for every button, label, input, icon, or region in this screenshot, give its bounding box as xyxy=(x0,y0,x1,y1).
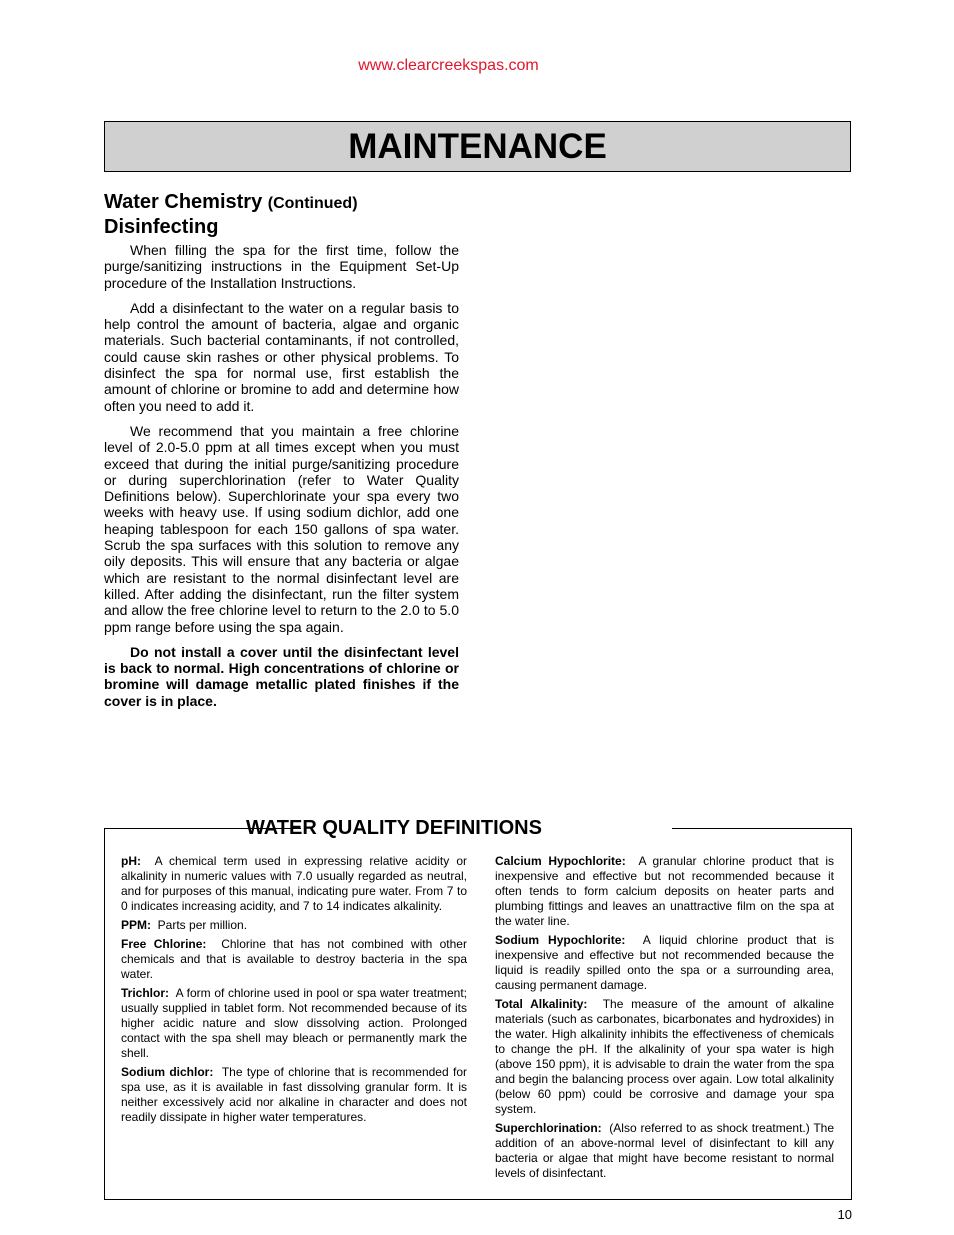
section-heading-suffix: (Continued) xyxy=(267,195,358,212)
definition-term: Trichlor: xyxy=(121,986,170,1000)
page-number: 10 xyxy=(837,1207,852,1222)
definition-term: Sodium dichlor: xyxy=(121,1065,214,1079)
definition-term: Total Alkalinity: xyxy=(495,997,588,1011)
definition-trichlor xyxy=(121,986,467,1061)
definition-sodium-dichlor xyxy=(121,1065,467,1125)
definition-term: Calcium Hypochlorite: xyxy=(495,854,626,868)
disinfecting-body xyxy=(104,242,459,718)
definition-term: Sodium Hypochlorite: xyxy=(495,933,626,947)
definition-term: Superchlorination: xyxy=(495,1121,602,1135)
definition-text: A chemical term used in expressing relative acidity or alkalinity in numeric values with 7.0 usually regarded as neutral, and for purposes of this manual, indicating pure water. From 7 to 0 indicates increasing acidity, and 7 to 14 indicates alkalinity. xyxy=(121,854,467,913)
section-heading xyxy=(104,190,464,216)
section-subheading: Disinfecting xyxy=(104,216,219,238)
website-url[interactable]: www.clearcreekspas.com xyxy=(358,57,539,74)
definition-text: A liquid chlorine product that is inexpensive and effective but not recommended because the liquid is readily spilled onto the spa or a surrounding area, causing permanent damage. xyxy=(495,933,835,992)
definition-term: PPM: xyxy=(121,918,151,932)
body-paragraph: We recommend that you maintain a free chlorine level of 2.0-5.0 ppm at all times except when you must exceed that during the initial purge/sanitizing procedure or during superchlorination (refer to Water Quality Definitions below). Superchlorinate your spa every two weeks with heavy use. If using sodium dichlor, add one heaping tablespoon for each 150 gallons of spa water. Scrub the spa surfaces with this solution to remove any oily deposits. This will ensure that any bacteria or algae which are resistant to the normal disinfectant level are killed. After adding the disinfectant, run the filter system and allow the free chlorine level to return to the 2.0 to 5.0 ppm range before using the spa again. xyxy=(104,422,459,635)
definition-term: pH: xyxy=(121,854,141,868)
definition-text: (Also referred to as shock treatment.) The addition of an above-normal level of disinfectant to kill any bacteria or algae that might have become resistant to normal levels of disinfectant. xyxy=(495,1121,835,1180)
definition-calcium-hypochlorite xyxy=(495,854,834,929)
definition-free-chlorine xyxy=(121,937,467,982)
definition-text: The measure of the amount of alkaline materials (such as carbonates, bicarbonates and hydroxides) in the water. High alkalinity inhibits the effectiveness of chemicals to change the pH. If the alkalinity of your spa water is high (above 150 ppm), it is advisable to drain the water from the spa and begin the balancing process over again. Low total alkalinity (below 60 ppm) could be corrosive and damage your spa system. xyxy=(495,997,834,1116)
body-paragraph: Add a disinfectant to the water on a regular basis to help control the amount of bacteria, algae and organic materials. Such bacterial contaminants, if not controlled, could cause skin rashes or other physical problems. To disinfect the spa for normal use, first establish the amount of chlorine or bromine to add and determine how often you need to add it. xyxy=(104,299,459,414)
definition-ppm xyxy=(121,918,467,933)
cover-warning: Do not install a cover until the disinfectant level is back to normal. High concentrations of chlorine or bromine will damage metallic plated finishes if the cover is in place. xyxy=(104,643,459,709)
definitions-title: WATER QUALITY DEFINITIONS xyxy=(246,817,542,839)
definition-term: Free Chlorine: xyxy=(121,937,207,951)
page-title: MAINTENANCE xyxy=(348,126,607,166)
definitions-column-left xyxy=(121,854,467,1129)
definitions-column-right xyxy=(495,854,834,1185)
definition-text: Parts per million. xyxy=(157,918,248,932)
definition-total-alkalinity xyxy=(495,997,834,1117)
section-heading-text: Water Chemistry xyxy=(104,191,263,213)
definition-text: A granular chlorine product that is inexpensive and effective but not recommended because it often tends to form calcium deposits on heater parts and plumbing fittings and leaves an unattractive film on the spa at the water line. xyxy=(495,854,834,928)
page-title-banner xyxy=(104,121,851,172)
definitions-box-top-rule-right xyxy=(672,828,851,829)
definition-superchlorination xyxy=(495,1121,834,1181)
definition-text: Chlorine that has not combined with other chemicals and that is available to destroy bacteria in the spa water. xyxy=(121,937,467,981)
definition-sodium-hypochlorite xyxy=(495,933,834,993)
definition-text: A form of chlorine used in pool or spa water treatment; usually supplied in tablet form. Not recommended because of its higher acidic nature and slow dissolving action. Prolonged contact with the spa shell may bleach or permanently mark the shell. xyxy=(121,986,467,1060)
definition-ph xyxy=(121,854,467,914)
body-paragraph: When filling the spa for the first time, follow the purge/sanitizing instructions in the Equipment Set-Up procedure of the Installation Instructions. xyxy=(104,242,459,291)
section-header xyxy=(104,190,464,238)
definition-text: The type of chlorine that is recommended for spa use, as it is available in fast dissolving granular form. It is neither excessively acid nor alkaline in character and does not readily dissipate in higher water temperatures. xyxy=(121,1065,467,1124)
